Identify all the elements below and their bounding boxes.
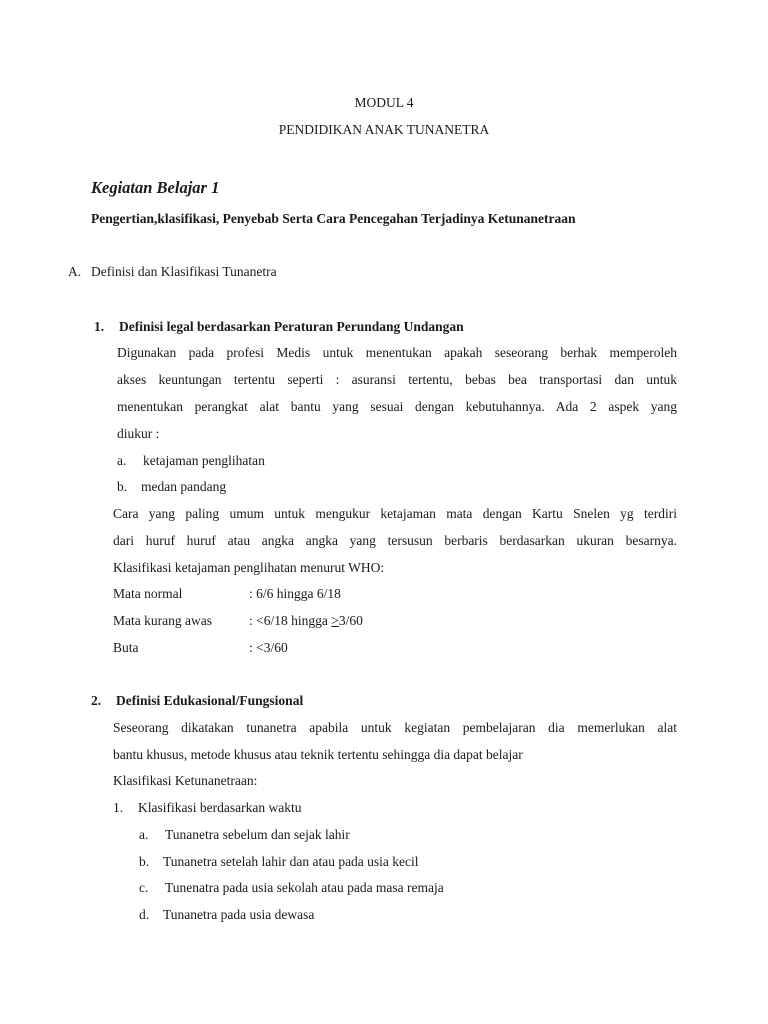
who-label: Mata normal: [113, 586, 183, 601]
time-item-text: Tunenatra pada usia sekolah atau pada masa remaja: [165, 880, 444, 895]
time-item-text: Tunanetra setelah lahir dan atau pada usia kecil: [163, 854, 419, 869]
item2-title: Definisi Edukasional/Fungsional: [116, 693, 304, 708]
sub-title: Klasifikasi berdasarkan waktu: [138, 800, 302, 815]
aspect-marker: a.: [117, 453, 127, 468]
item1-para-line: akses keuntungan tertentu seperti : asuransi tertentu, bebas bea transportasi dan untuk: [117, 372, 677, 387]
section-a-marker: A.: [68, 264, 82, 279]
item1-para2-line: Klasifikasi ketajaman penglihatan menurut WHO:: [113, 560, 385, 575]
item1-number: 1.: [94, 319, 105, 334]
sub-number: 1.: [113, 800, 124, 815]
item1-title: Definisi legal berdasarkan Peraturan Perundang Undangan: [119, 319, 464, 334]
module-title: PENDIDIKAN ANAK TUNANETRA: [278, 122, 490, 137]
activity-heading: Kegiatan Belajar 1: [91, 178, 220, 197]
time-item-marker: b.: [139, 854, 150, 869]
aspect-text: ketajaman penglihatan: [143, 453, 265, 468]
aspect-text: medan pandang: [141, 479, 227, 494]
time-item-marker: c.: [139, 880, 149, 895]
aspect-marker: b.: [117, 479, 128, 494]
time-item-marker: d.: [139, 907, 150, 922]
time-item-marker: a.: [139, 827, 149, 842]
time-item-text: Tunanetra sebelum dan sejak lahir: [165, 827, 350, 842]
who-value: : <6/18 hingga >3/60: [249, 613, 363, 628]
section-a-title: Definisi dan Klasifikasi Tunanetra: [91, 264, 277, 279]
module-number: MODUL 4: [354, 95, 414, 110]
item1-para2-line: Cara yang paling umum untuk mengukur ketajaman mata dengan Kartu Snelen yg terdiri: [113, 506, 677, 521]
item2-para-line: bantu khusus, metode khusus atau teknik tertentu sehingga dia dapat belajar: [113, 747, 523, 762]
item1-para-line: diukur :: [117, 426, 160, 441]
item2-para-line: Seseorang dikatakan tunanetra apabila untuk kegiatan pembelajaran dia memerlukan alat: [113, 720, 677, 735]
item2-number: 2.: [91, 693, 102, 708]
who-value: : 6/6 hingga 6/18: [249, 586, 341, 601]
time-item-text: Tunanetra pada usia dewasa: [163, 907, 315, 922]
activity-subheading: Pengertian,klasifikasi, Penyebab Serta Cara Pencegahan Terjadinya Ketunanetraan: [91, 211, 576, 226]
item1-para2-line: dari huruf huruf atau angka angka yang tersusun berbaris berdasarkan ukuran besarnya.: [113, 533, 677, 548]
who-label: Mata kurang awas: [113, 613, 212, 628]
who-label: Buta: [113, 640, 139, 655]
classification-label: Klasifikasi Ketunanetraan:: [113, 773, 258, 788]
who-value: : <3/60: [249, 640, 288, 655]
item1-para-line: menentukan perangkat alat bantu yang sesuai dengan kebutuhannya. Ada 2 aspek yang: [117, 399, 677, 414]
item1-para-line: Digunakan pada profesi Medis untuk menentukan apakah seseorang berhak memperoleh: [117, 345, 677, 360]
